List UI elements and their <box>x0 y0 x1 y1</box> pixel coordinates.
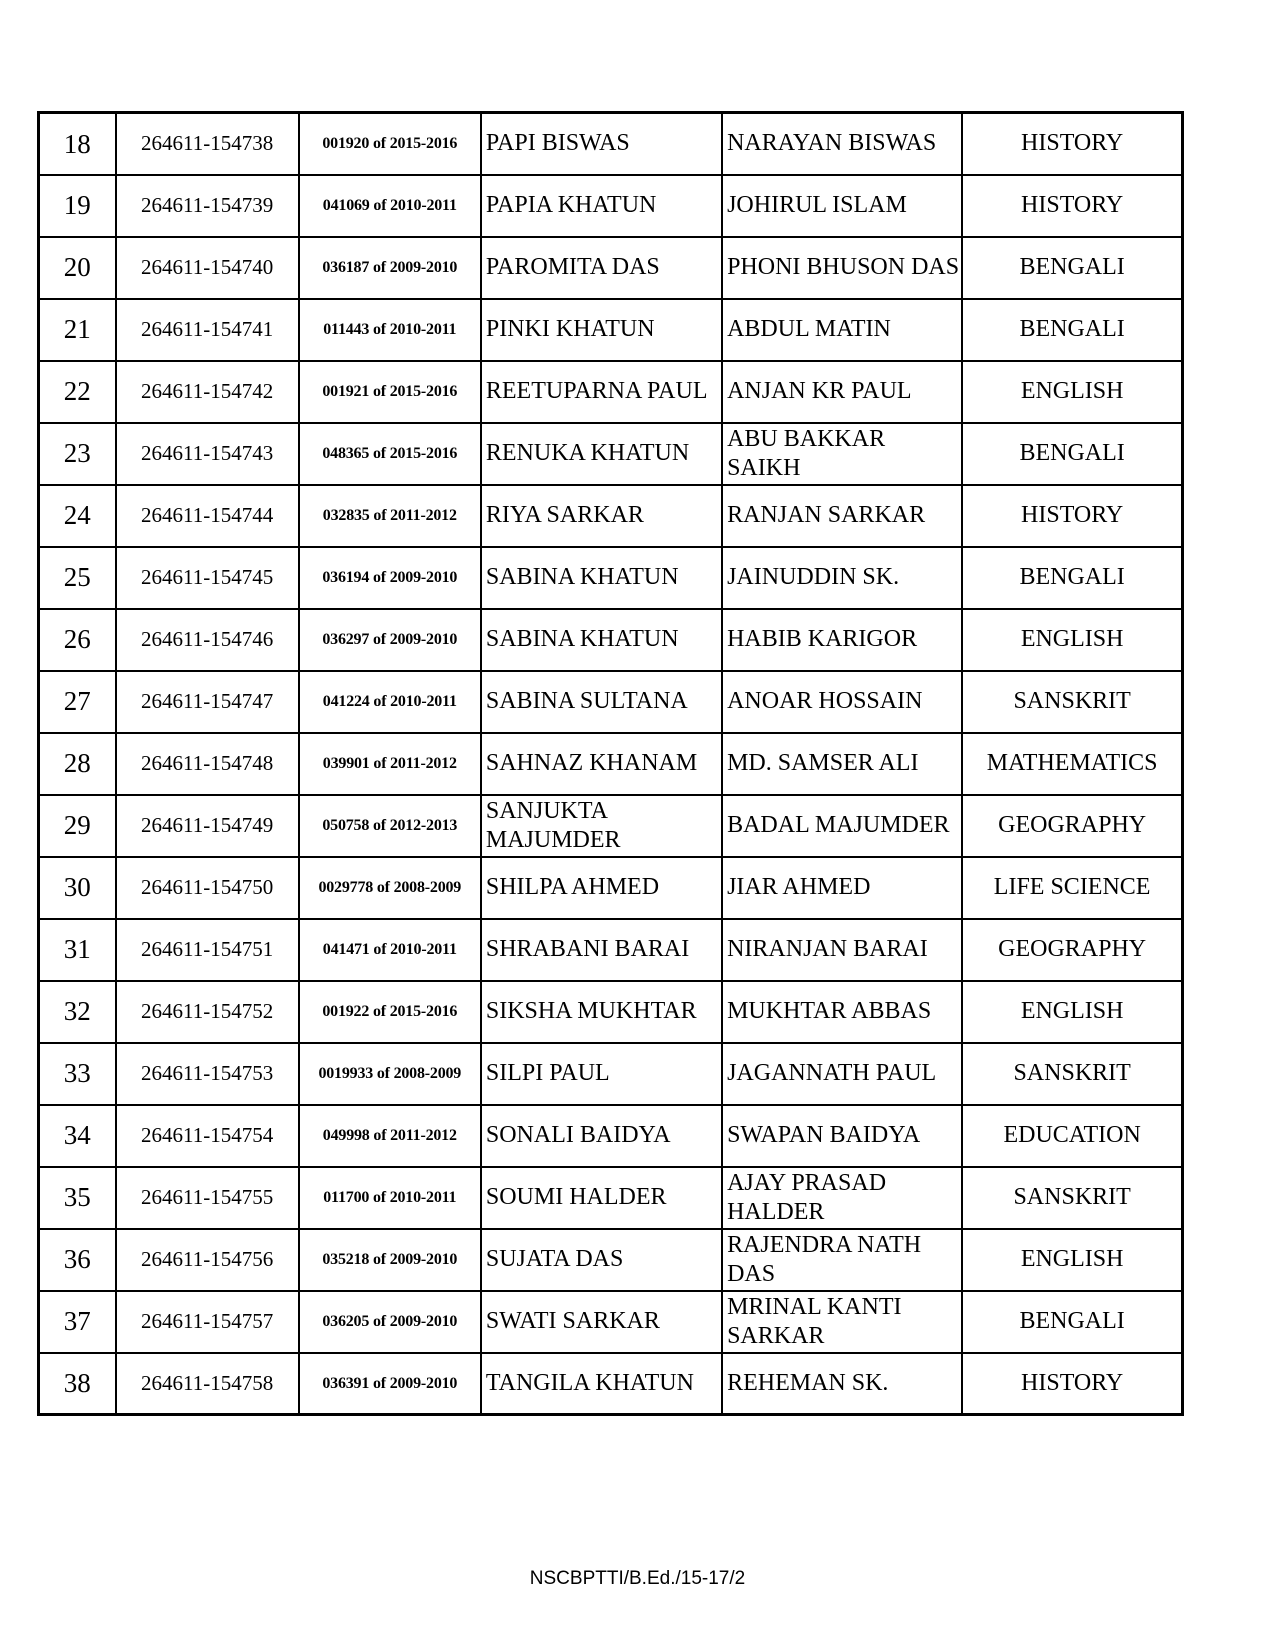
student-name-cell: SAHNAZ KHANAM <box>481 733 722 795</box>
table-row <box>39 795 1183 857</box>
serial-number-cell: 27 <box>39 671 116 733</box>
registration-number-cell: 264611-154747 <box>116 671 299 733</box>
registration-number-cell: 264611-154749 <box>116 795 299 857</box>
subject-cell: HISTORY <box>962 485 1182 547</box>
father-name-cell: JAINUDDIN SK. <box>722 547 962 609</box>
roll-number-cell: 036391 of 2009-2010 <box>299 1353 481 1415</box>
serial-number-cell: 31 <box>39 919 116 981</box>
father-name-cell: NARAYAN BISWAS <box>722 113 962 175</box>
father-name-cell: REHEMAN SK. <box>722 1353 962 1415</box>
registration-number-cell: 264611-154746 <box>116 609 299 671</box>
student-name-cell: SOUMI HALDER <box>481 1167 722 1229</box>
father-name-cell: ABDUL MATIN <box>722 299 962 361</box>
student-name-cell: SANJUKTA MAJUMDER <box>481 795 722 857</box>
roll-number-cell: 035218 of 2009-2010 <box>299 1229 481 1291</box>
subject-cell: HISTORY <box>962 1353 1182 1415</box>
subject-cell: BENGALI <box>962 299 1182 361</box>
registration-number-cell: 264611-154744 <box>116 485 299 547</box>
table-row <box>39 175 1183 237</box>
father-name-cell: MD. SAMSER ALI <box>722 733 962 795</box>
student-name-cell: PINKI KHATUN <box>481 299 722 361</box>
serial-number-cell: 32 <box>39 981 116 1043</box>
serial-number-cell: 30 <box>39 857 116 919</box>
father-name-cell: ANJAN KR PAUL <box>722 361 962 423</box>
student-name-cell: TANGILA KHATUN <box>481 1353 722 1415</box>
registration-number-cell: 264611-154741 <box>116 299 299 361</box>
subject-cell: ENGLISH <box>962 609 1182 671</box>
roll-number-cell: 001921 of 2015-2016 <box>299 361 481 423</box>
registration-number-cell: 264611-154753 <box>116 1043 299 1105</box>
student-name-cell: SWATI SARKAR <box>481 1291 722 1353</box>
table-row <box>39 237 1183 299</box>
registration-number-cell: 264611-154742 <box>116 361 299 423</box>
student-name-cell: SHRABANI BARAI <box>481 919 722 981</box>
student-name-cell: RIYA SARKAR <box>481 485 722 547</box>
student-name-cell: PAROMITA DAS <box>481 237 722 299</box>
registration-number-cell: 264611-154754 <box>116 1105 299 1167</box>
roll-number-cell: 001920 of 2015-2016 <box>299 113 481 175</box>
father-name-cell: JOHIRUL ISLAM <box>722 175 962 237</box>
father-name-cell: RANJAN SARKAR <box>722 485 962 547</box>
table-row <box>39 1167 1183 1229</box>
table-row <box>39 485 1183 547</box>
subject-cell: HISTORY <box>962 175 1182 237</box>
serial-number-cell: 26 <box>39 609 116 671</box>
table-row <box>39 671 1183 733</box>
roll-number-cell: 036205 of 2009-2010 <box>299 1291 481 1353</box>
father-name-cell: MUKHTAR ABBAS <box>722 981 962 1043</box>
father-name-cell: RAJENDRA NATH DAS <box>722 1229 962 1291</box>
student-name-cell: SILPI PAUL <box>481 1043 722 1105</box>
subject-cell: HISTORY <box>962 113 1182 175</box>
roll-number-cell: 039901 of 2011-2012 <box>299 733 481 795</box>
serial-number-cell: 28 <box>39 733 116 795</box>
table-row <box>39 299 1183 361</box>
table-row <box>39 1353 1183 1415</box>
student-name-cell: SHILPA AHMED <box>481 857 722 919</box>
registration-number-cell: 264611-154743 <box>116 423 299 485</box>
table-row <box>39 361 1183 423</box>
father-name-cell: AJAY PRASAD HALDER <box>722 1167 962 1229</box>
father-name-cell: ANOAR HOSSAIN <box>722 671 962 733</box>
roll-number-cell: 036297 of 2009-2010 <box>299 609 481 671</box>
table-row <box>39 733 1183 795</box>
roll-number-cell: 041471 of 2010-2011 <box>299 919 481 981</box>
registration-number-cell: 264611-154758 <box>116 1353 299 1415</box>
serial-number-cell: 38 <box>39 1353 116 1415</box>
table-row <box>39 609 1183 671</box>
subject-cell: ENGLISH <box>962 1229 1182 1291</box>
serial-number-cell: 24 <box>39 485 116 547</box>
serial-number-cell: 36 <box>39 1229 116 1291</box>
roll-number-cell: 0019933 of 2008-2009 <box>299 1043 481 1105</box>
registration-number-cell: 264611-154740 <box>116 237 299 299</box>
registration-number-cell: 264611-154750 <box>116 857 299 919</box>
serial-number-cell: 23 <box>39 423 116 485</box>
table-row <box>39 1105 1183 1167</box>
subject-cell: ENGLISH <box>962 981 1182 1043</box>
student-name-cell: PAPIA KHATUN <box>481 175 722 237</box>
roll-number-cell: 001922 of 2015-2016 <box>299 981 481 1043</box>
serial-number-cell: 35 <box>39 1167 116 1229</box>
roll-number-cell: 050758 of 2012-2013 <box>299 795 481 857</box>
registration-number-cell: 264611-154739 <box>116 175 299 237</box>
roll-number-cell: 036187 of 2009-2010 <box>299 237 481 299</box>
subject-cell: MATHEMATICS <box>962 733 1182 795</box>
table-row <box>39 547 1183 609</box>
serial-number-cell: 37 <box>39 1291 116 1353</box>
serial-number-cell: 20 <box>39 237 116 299</box>
registration-number-cell: 264611-154748 <box>116 733 299 795</box>
subject-cell: EDUCATION <box>962 1105 1182 1167</box>
subject-cell: SANSKRIT <box>962 671 1182 733</box>
table-row <box>39 423 1183 485</box>
table-row <box>39 919 1183 981</box>
document-reference-code: NSCBPTTI/B.Ed./15-17/2 <box>529 1568 746 1589</box>
roll-number-cell: 032835 of 2011-2012 <box>299 485 481 547</box>
serial-number-cell: 18 <box>39 113 116 175</box>
student-list-body <box>39 113 1183 1415</box>
subject-cell: LIFE SCIENCE <box>962 857 1182 919</box>
student-name-cell: RENUKA KHATUN <box>481 423 722 485</box>
registration-number-cell: 264611-154757 <box>116 1291 299 1353</box>
registration-number-cell: 264611-154752 <box>116 981 299 1043</box>
student-name-cell: REETUPARNA PAUL <box>481 361 722 423</box>
subject-cell: ENGLISH <box>962 361 1182 423</box>
student-name-cell: SABINA SULTANA <box>481 671 722 733</box>
registration-number-cell: 264611-154738 <box>116 113 299 175</box>
serial-number-cell: 21 <box>39 299 116 361</box>
student-name-cell: PAPI BISWAS <box>481 113 722 175</box>
roll-number-cell: 036194 of 2009-2010 <box>299 547 481 609</box>
father-name-cell: JIAR AHMED <box>722 857 962 919</box>
subject-cell: GEOGRAPHY <box>962 919 1182 981</box>
roll-number-cell: 049998 of 2011-2012 <box>299 1105 481 1167</box>
table-row <box>39 1043 1183 1105</box>
serial-number-cell: 19 <box>39 175 116 237</box>
table-row <box>39 113 1183 175</box>
student-list-table <box>37 111 1184 1416</box>
serial-number-cell: 34 <box>39 1105 116 1167</box>
father-name-cell: NIRANJAN BARAI <box>722 919 962 981</box>
serial-number-cell: 33 <box>39 1043 116 1105</box>
roll-number-cell: 041069 of 2010-2011 <box>299 175 481 237</box>
subject-cell: SANSKRIT <box>962 1167 1182 1229</box>
subject-cell: SANSKRIT <box>962 1043 1182 1105</box>
student-name-cell: SABINA KHATUN <box>481 609 722 671</box>
subject-cell: BENGALI <box>962 237 1182 299</box>
father-name-cell: JAGANNATH PAUL <box>722 1043 962 1105</box>
father-name-cell: BADAL MAJUMDER <box>722 795 962 857</box>
table-row <box>39 981 1183 1043</box>
roll-number-cell: 0029778 of 2008-2009 <box>299 857 481 919</box>
student-name-cell: SUJATA DAS <box>481 1229 722 1291</box>
roll-number-cell: 041224 of 2010-2011 <box>299 671 481 733</box>
registration-number-cell: 264611-154755 <box>116 1167 299 1229</box>
subject-cell: GEOGRAPHY <box>962 795 1182 857</box>
father-name-cell: ABU BAKKAR SAIKH <box>722 423 962 485</box>
student-name-cell: SIKSHA MUKHTAR <box>481 981 722 1043</box>
father-name-cell: SWAPAN BAIDYA <box>722 1105 962 1167</box>
serial-number-cell: 25 <box>39 547 116 609</box>
subject-cell: BENGALI <box>962 547 1182 609</box>
father-name-cell: MRINAL KANTI SARKAR <box>722 1291 962 1353</box>
student-name-cell: SONALI BAIDYA <box>481 1105 722 1167</box>
table-row <box>39 857 1183 919</box>
roll-number-cell: 048365 of 2015-2016 <box>299 423 481 485</box>
serial-number-cell: 29 <box>39 795 116 857</box>
roll-number-cell: 011700 of 2010-2011 <box>299 1167 481 1229</box>
subject-cell: BENGALI <box>962 1291 1182 1353</box>
roll-number-cell: 011443 of 2010-2011 <box>299 299 481 361</box>
registration-number-cell: 264611-154751 <box>116 919 299 981</box>
father-name-cell: HABIB KARIGOR <box>722 609 962 671</box>
registration-number-cell: 264611-154756 <box>116 1229 299 1291</box>
subject-cell: BENGALI <box>962 423 1182 485</box>
student-name-cell: SABINA KHATUN <box>481 547 722 609</box>
serial-number-cell: 22 <box>39 361 116 423</box>
father-name-cell: PHONI BHUSON DAS <box>722 237 962 299</box>
registration-number-cell: 264611-154745 <box>116 547 299 609</box>
table-row <box>39 1291 1183 1353</box>
table-row <box>39 1229 1183 1291</box>
